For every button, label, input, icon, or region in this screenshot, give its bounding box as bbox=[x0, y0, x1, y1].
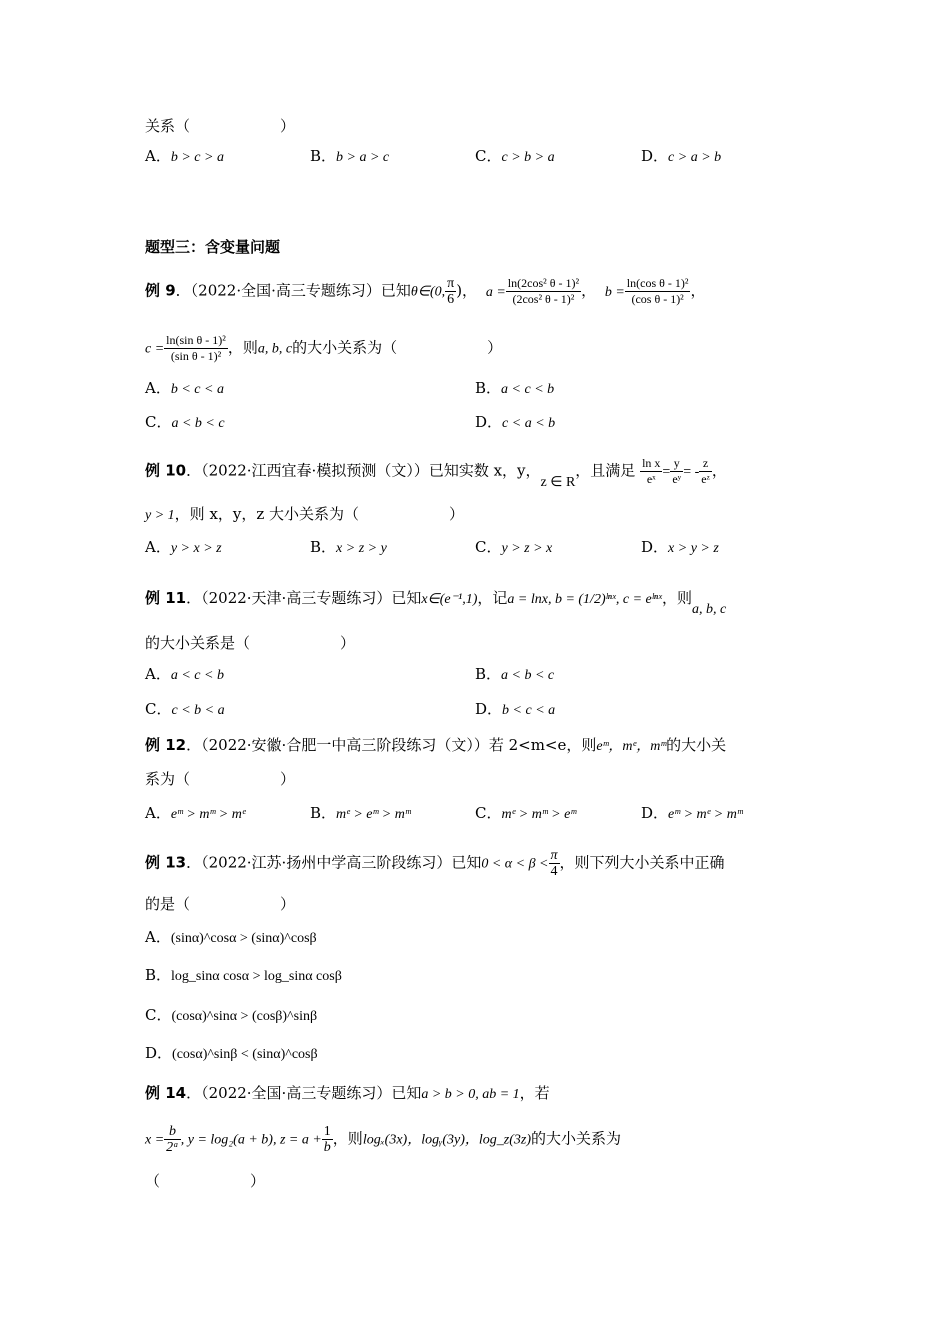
example-11-label: 例 11 bbox=[145, 589, 187, 607]
example-14-line-1: 例 14．（2022·全国·高三专题练习）已知a > b > 0, ab = 1，若 bbox=[145, 1084, 550, 1102]
option-c: C．y > z > x bbox=[475, 538, 553, 556]
option-c: C．a < b < c bbox=[145, 413, 225, 431]
example-14-line-3: （ ） bbox=[145, 1172, 266, 1190]
option-a: A．b > c > a bbox=[145, 147, 224, 165]
example-9-c-fraction: $\frac{\text{ln(sin θ - 1)²}}{\text{(sin θ - 1)²}}$ bbox=[166, 333, 226, 363]
option-a: A．y > x > z bbox=[145, 538, 222, 556]
option-d: D．c < a < b bbox=[475, 413, 556, 431]
option-d: D．eᵐ > mᵉ > mᵐ bbox=[641, 804, 743, 822]
example-12-line-2: 系为（ ） bbox=[145, 770, 296, 788]
example-9-label: 例 9 bbox=[145, 281, 176, 300]
option-b: B．log_sinα cosα > log_sinα cosβ bbox=[145, 966, 342, 984]
option-c: C．mᵉ > mᵐ > eᵐ bbox=[475, 804, 577, 822]
option-d: D．c > a > b bbox=[641, 147, 722, 165]
example-9-line-1: 例 9．（2022·全国·高三专题练习）已知θ∈(0, $\frac{\pi}{6}$ )， a = $\frac{\text{ln(2cos² θ - 1)²}}{\text{(2cos² θ - 1)²}}$ ， b = $\frac{\text{ln(cos θ - 1)²}}{\text{(cos θ - 1)²}}$ ， bbox=[145, 276, 706, 307]
example-9-b-fraction: $\frac{\text{ln(cos θ - 1)²}}{\text{(cos θ - 1)²}}$ bbox=[626, 276, 689, 306]
option-b: B．x > z > y bbox=[310, 538, 387, 556]
example-14-line-2: x = $\frac{b}{\text{2ᵃ}}$ , y = log₂(a + b), z = a + $\frac{1}{b}$ ，则logₓ(3x)，logᵧ(3y)，log_z(3z)的大小关系为 bbox=[145, 1124, 621, 1155]
option-c: C．(cosα)^sinα > (cosβ)^sinβ bbox=[145, 1006, 318, 1024]
option-a: A．b < c < a bbox=[145, 379, 224, 397]
example-10-line-2: y > 1，则 x，y，z 大小关系为（ ） bbox=[145, 505, 465, 523]
example-14-label: 例 14 bbox=[145, 1084, 187, 1102]
option-b: B．a < b < c bbox=[475, 665, 555, 683]
option-a: A．eᵐ > mᵐ > mᵉ bbox=[145, 804, 246, 822]
option-b: B．mᵉ > eᵐ > mᵐ bbox=[310, 804, 411, 822]
option-a: A．a < c < b bbox=[145, 665, 224, 683]
option-a: A．(sinα)^cosα > (sinα)^cosβ bbox=[145, 928, 317, 946]
section-title: 题型三：含变量问题 bbox=[145, 238, 281, 256]
question-tail-text: 关系（ ） bbox=[145, 117, 296, 135]
question-tail bbox=[145, 115, 295, 137]
option-d: D．(cosα)^sinβ < (sinα)^cosβ bbox=[145, 1044, 318, 1062]
example-10-label: 例 10 bbox=[145, 461, 187, 480]
option-c: C．c > b > a bbox=[475, 147, 555, 165]
option-d: D．x > y > z bbox=[641, 538, 719, 556]
example-10-line-1: 例 10．（2022·江西宜春·模拟预测（文））已知实数 x，y，z ∈ R，且满足 $\frac{\text{ln x}}{\text{eˣ}}$ = $\frac{y}{\text{eʸ}}$ = - $\frac{z}{\text{eᶻ}}$ ， bbox=[145, 456, 727, 490]
example-13-label: 例 13 bbox=[145, 853, 187, 872]
example-11-line-1: 例 11．（2022·天津·高三专题练习）已知x∈(e⁻¹,1)，记a = lnx, b = (1/2)ˡⁿˣ, c = eˡⁿˣ，则a, b, c bbox=[145, 589, 727, 617]
example-9-a-fraction: $\frac{\text{ln(2cos² θ - 1)²}}{\text{(2cos² θ - 1)²}}$ bbox=[507, 276, 580, 306]
option-d: D．b < c < a bbox=[475, 700, 556, 718]
example-9-line-2: c = $\frac{\text{ln(sin θ - 1)²}}{\text{(sin θ - 1)²}}$ ，则a, b, c的大小关系为（ ） bbox=[145, 333, 503, 363]
option-b: B．b > a > c bbox=[310, 147, 390, 165]
example-12-label: 例 12 bbox=[145, 736, 187, 754]
example-9-source: ．（2022·全国·高三专题练习）已知 bbox=[175, 281, 411, 300]
option-c: C．c < b < a bbox=[145, 700, 225, 718]
option-b: B．a < c < b bbox=[475, 379, 555, 397]
example-12-line-1: 例 12．（2022·安徽·合肥一中高三阶段练习（文））若 2<m<e，则eᵐ，mᵉ，mᵐ的大小关 bbox=[145, 736, 727, 754]
example-13-line-1: 例 13．（2022·江苏·扬州中学高三阶段练习）已知0 < α < β < $\frac{\pi}{4}$ ，则下列大小关系中正确 bbox=[145, 848, 725, 879]
example-11-line-2: 的大小关系是（ ） bbox=[145, 634, 356, 652]
example-13-line-2: 的是（ ） bbox=[145, 895, 296, 913]
